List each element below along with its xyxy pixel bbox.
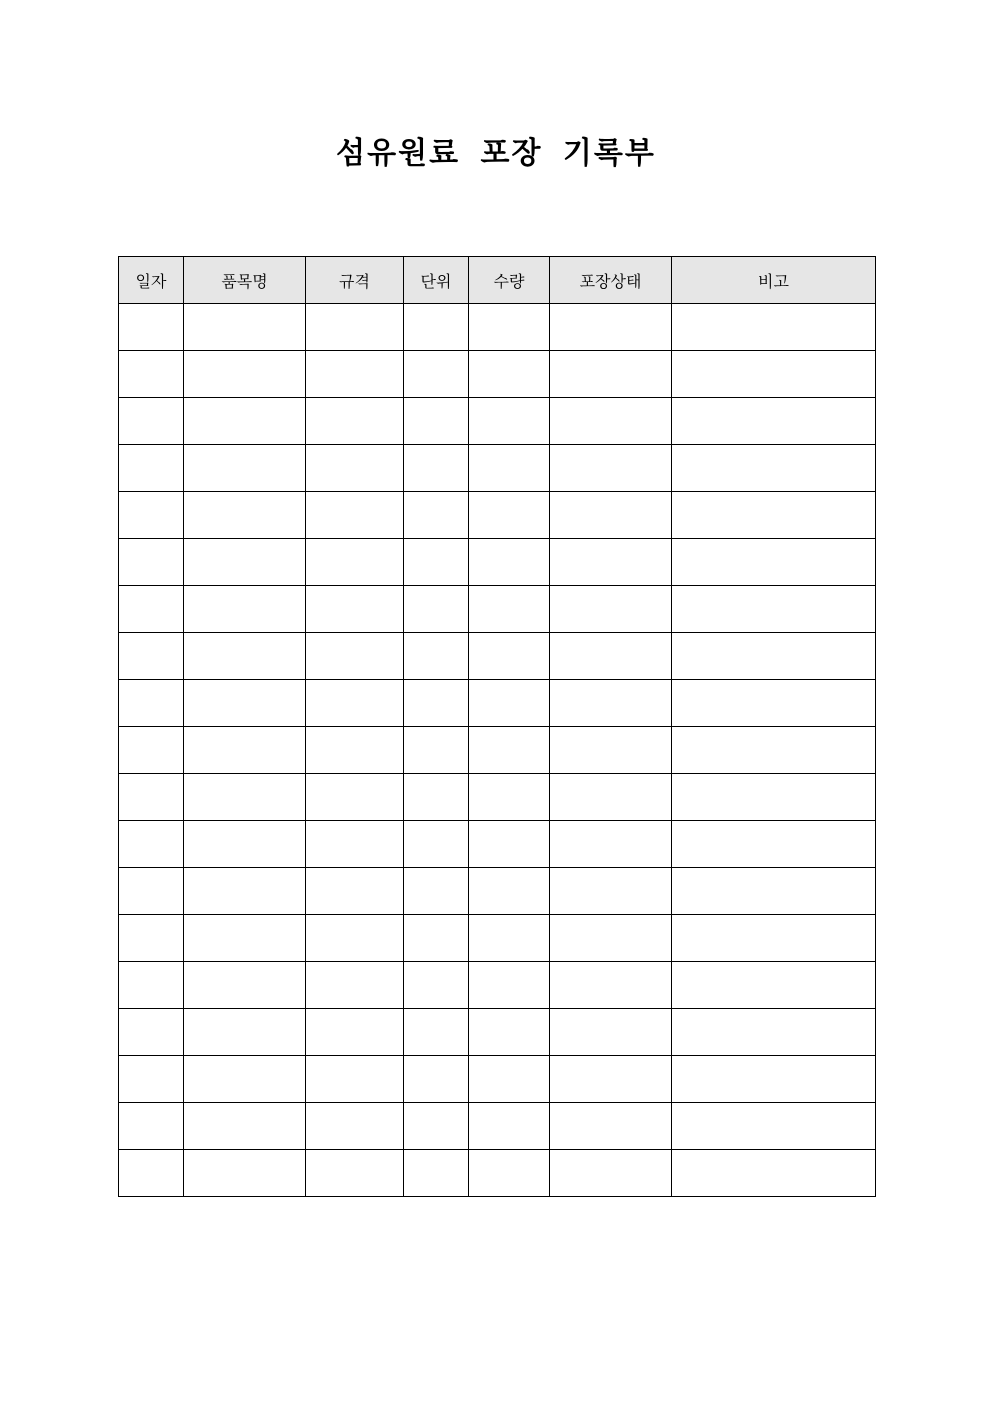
cell-date[interactable] — [119, 915, 184, 962]
cell-spec[interactable] — [306, 539, 404, 586]
table-row — [119, 1103, 876, 1150]
cell-unit[interactable] — [404, 304, 469, 351]
table-row — [119, 680, 876, 727]
header-row — [119, 257, 876, 304]
cell-item-name[interactable] — [184, 445, 306, 492]
cell-item-name[interactable] — [184, 821, 306, 868]
cell-quantity[interactable] — [469, 1009, 550, 1056]
cell-unit[interactable] — [404, 1056, 469, 1103]
table-row — [119, 774, 876, 821]
cell-item-name[interactable] — [184, 586, 306, 633]
cell-quantity[interactable] — [469, 1103, 550, 1150]
table-header — [119, 257, 876, 304]
cell-quantity[interactable] — [469, 1056, 550, 1103]
cell-spec[interactable] — [306, 962, 404, 1009]
cell-quantity[interactable] — [469, 962, 550, 1009]
cell-remarks[interactable] — [672, 821, 876, 868]
cell-remarks[interactable] — [672, 633, 876, 680]
cell-spec[interactable] — [306, 445, 404, 492]
cell-item-name[interactable] — [184, 539, 306, 586]
cell-item-name[interactable] — [184, 1009, 306, 1056]
table-row — [119, 633, 876, 680]
cell-spec[interactable] — [306, 304, 404, 351]
cell-packaging-status[interactable] — [550, 445, 672, 492]
cell-packaging-status[interactable] — [550, 398, 672, 445]
cell-item-name[interactable] — [184, 1103, 306, 1150]
cell-unit[interactable] — [404, 868, 469, 915]
cell-item-name[interactable] — [184, 915, 306, 962]
cell-item-name[interactable] — [184, 680, 306, 727]
cell-item-name[interactable] — [184, 351, 306, 398]
cell-date[interactable] — [119, 586, 184, 633]
table-row — [119, 586, 876, 633]
table-row — [119, 398, 876, 445]
table-row — [119, 351, 876, 398]
cell-remarks[interactable] — [672, 1103, 876, 1150]
cell-item-name[interactable] — [184, 1150, 306, 1197]
cell-spec[interactable] — [306, 1103, 404, 1150]
cell-date[interactable] — [119, 680, 184, 727]
column-header-packaging-status: 포장상태 — [550, 257, 672, 304]
cell-unit[interactable] — [404, 445, 469, 492]
cell-unit[interactable] — [404, 1150, 469, 1197]
table-row — [119, 821, 876, 868]
column-header-unit: 단위 — [404, 257, 469, 304]
cell-spec[interactable] — [306, 915, 404, 962]
cell-spec[interactable] — [306, 821, 404, 868]
page-title: 섬유원료 포장 기록부 — [336, 136, 656, 171]
cell-remarks[interactable] — [672, 304, 876, 351]
cell-item-name[interactable] — [184, 868, 306, 915]
column-header-remarks: 비고 — [672, 257, 876, 304]
cell-item-name[interactable] — [184, 492, 306, 539]
table-row — [119, 492, 876, 539]
cell-packaging-status[interactable] — [550, 304, 672, 351]
cell-packaging-status[interactable] — [550, 633, 672, 680]
table-row — [119, 915, 876, 962]
column-header-quantity: 수량 — [469, 257, 550, 304]
cell-quantity[interactable] — [469, 445, 550, 492]
table-row — [119, 868, 876, 915]
cell-quantity[interactable] — [469, 915, 550, 962]
cell-date[interactable] — [119, 1150, 184, 1197]
cell-date[interactable] — [119, 445, 184, 492]
cell-date[interactable] — [119, 1056, 184, 1103]
cell-remarks[interactable] — [672, 586, 876, 633]
cell-packaging-status[interactable] — [550, 680, 672, 727]
cell-packaging-status[interactable] — [550, 727, 672, 774]
table-row — [119, 727, 876, 774]
cell-remarks[interactable] — [672, 727, 876, 774]
cell-item-name[interactable] — [184, 398, 306, 445]
cell-remarks[interactable] — [672, 680, 876, 727]
cell-unit[interactable] — [404, 962, 469, 1009]
cell-unit[interactable] — [404, 492, 469, 539]
cell-remarks[interactable] — [672, 351, 876, 398]
cell-remarks[interactable] — [672, 1009, 876, 1056]
cell-date[interactable] — [119, 868, 184, 915]
cell-unit[interactable] — [404, 727, 469, 774]
table-row — [119, 539, 876, 586]
cell-remarks[interactable] — [672, 492, 876, 539]
cell-spec[interactable] — [306, 1009, 404, 1056]
cell-quantity[interactable] — [469, 539, 550, 586]
cell-quantity[interactable] — [469, 304, 550, 351]
cell-unit[interactable] — [404, 774, 469, 821]
cell-remarks[interactable] — [672, 1150, 876, 1197]
cell-spec[interactable] — [306, 774, 404, 821]
cell-item-name[interactable] — [184, 774, 306, 821]
cell-unit[interactable] — [404, 398, 469, 445]
cell-unit[interactable] — [404, 680, 469, 727]
cell-spec[interactable] — [306, 633, 404, 680]
cell-unit[interactable] — [404, 821, 469, 868]
cell-date[interactable] — [119, 539, 184, 586]
column-header-date: 일자 — [119, 257, 184, 304]
cell-item-name[interactable] — [184, 1056, 306, 1103]
cell-quantity[interactable] — [469, 821, 550, 868]
cell-quantity[interactable] — [469, 633, 550, 680]
cell-quantity[interactable] — [469, 586, 550, 633]
cell-spec[interactable] — [306, 1150, 404, 1197]
cell-quantity[interactable] — [469, 492, 550, 539]
cell-remarks[interactable] — [672, 1056, 876, 1103]
table-row — [119, 1056, 876, 1103]
cell-packaging-status[interactable] — [550, 586, 672, 633]
cell-remarks[interactable] — [672, 539, 876, 586]
cell-item-name[interactable] — [184, 633, 306, 680]
cell-date[interactable] — [119, 398, 184, 445]
cell-packaging-status[interactable] — [550, 821, 672, 868]
cell-remarks[interactable] — [672, 774, 876, 821]
cell-spec[interactable] — [306, 398, 404, 445]
cell-remarks[interactable] — [672, 398, 876, 445]
cell-quantity[interactable] — [469, 1150, 550, 1197]
table-row — [119, 1009, 876, 1056]
column-header-spec: 규격 — [306, 257, 404, 304]
column-header-item-name: 품목명 — [184, 257, 306, 304]
cell-unit[interactable] — [404, 539, 469, 586]
cell-spec[interactable] — [306, 351, 404, 398]
table-row — [119, 962, 876, 1009]
cell-packaging-status[interactable] — [550, 539, 672, 586]
cell-packaging-status[interactable] — [550, 962, 672, 1009]
cell-remarks[interactable] — [672, 915, 876, 962]
cell-packaging-status[interactable] — [550, 774, 672, 821]
cell-quantity[interactable] — [469, 774, 550, 821]
cell-remarks[interactable] — [672, 868, 876, 915]
record-table — [118, 256, 876, 1197]
cell-quantity[interactable] — [469, 727, 550, 774]
cell-date[interactable] — [119, 774, 184, 821]
cell-unit[interactable] — [404, 1009, 469, 1056]
cell-packaging-status[interactable] — [550, 1056, 672, 1103]
cell-packaging-status[interactable] — [550, 492, 672, 539]
cell-quantity[interactable] — [469, 868, 550, 915]
cell-spec[interactable] — [306, 680, 404, 727]
cell-date[interactable] — [119, 304, 184, 351]
cell-date[interactable] — [119, 1009, 184, 1056]
cell-packaging-status[interactable] — [550, 915, 672, 962]
cell-unit[interactable] — [404, 351, 469, 398]
cell-item-name[interactable] — [184, 304, 306, 351]
cell-unit[interactable] — [404, 586, 469, 633]
table-body — [119, 304, 876, 1197]
cell-quantity[interactable] — [469, 398, 550, 445]
table-row — [119, 445, 876, 492]
table-row — [119, 1150, 876, 1197]
cell-spec[interactable] — [306, 492, 404, 539]
cell-item-name[interactable] — [184, 727, 306, 774]
cell-unit[interactable] — [404, 1103, 469, 1150]
cell-packaging-status[interactable] — [550, 1103, 672, 1150]
cell-date[interactable] — [119, 351, 184, 398]
table-row — [119, 304, 876, 351]
cell-date[interactable] — [119, 821, 184, 868]
cell-unit[interactable] — [404, 633, 469, 680]
cell-packaging-status[interactable] — [550, 1150, 672, 1197]
cell-quantity[interactable] — [469, 351, 550, 398]
cell-packaging-status[interactable] — [550, 351, 672, 398]
cell-date[interactable] — [119, 492, 184, 539]
cell-packaging-status[interactable] — [550, 1009, 672, 1056]
cell-spec[interactable] — [306, 727, 404, 774]
cell-date[interactable] — [119, 1103, 184, 1150]
cell-remarks[interactable] — [672, 962, 876, 1009]
cell-spec[interactable] — [306, 868, 404, 915]
cell-item-name[interactable] — [184, 962, 306, 1009]
cell-remarks[interactable] — [672, 445, 876, 492]
cell-date[interactable] — [119, 727, 184, 774]
cell-spec[interactable] — [306, 1056, 404, 1103]
cell-date[interactable] — [119, 962, 184, 1009]
cell-date[interactable] — [119, 633, 184, 680]
cell-packaging-status[interactable] — [550, 868, 672, 915]
cell-spec[interactable] — [306, 586, 404, 633]
cell-unit[interactable] — [404, 915, 469, 962]
cell-quantity[interactable] — [469, 680, 550, 727]
